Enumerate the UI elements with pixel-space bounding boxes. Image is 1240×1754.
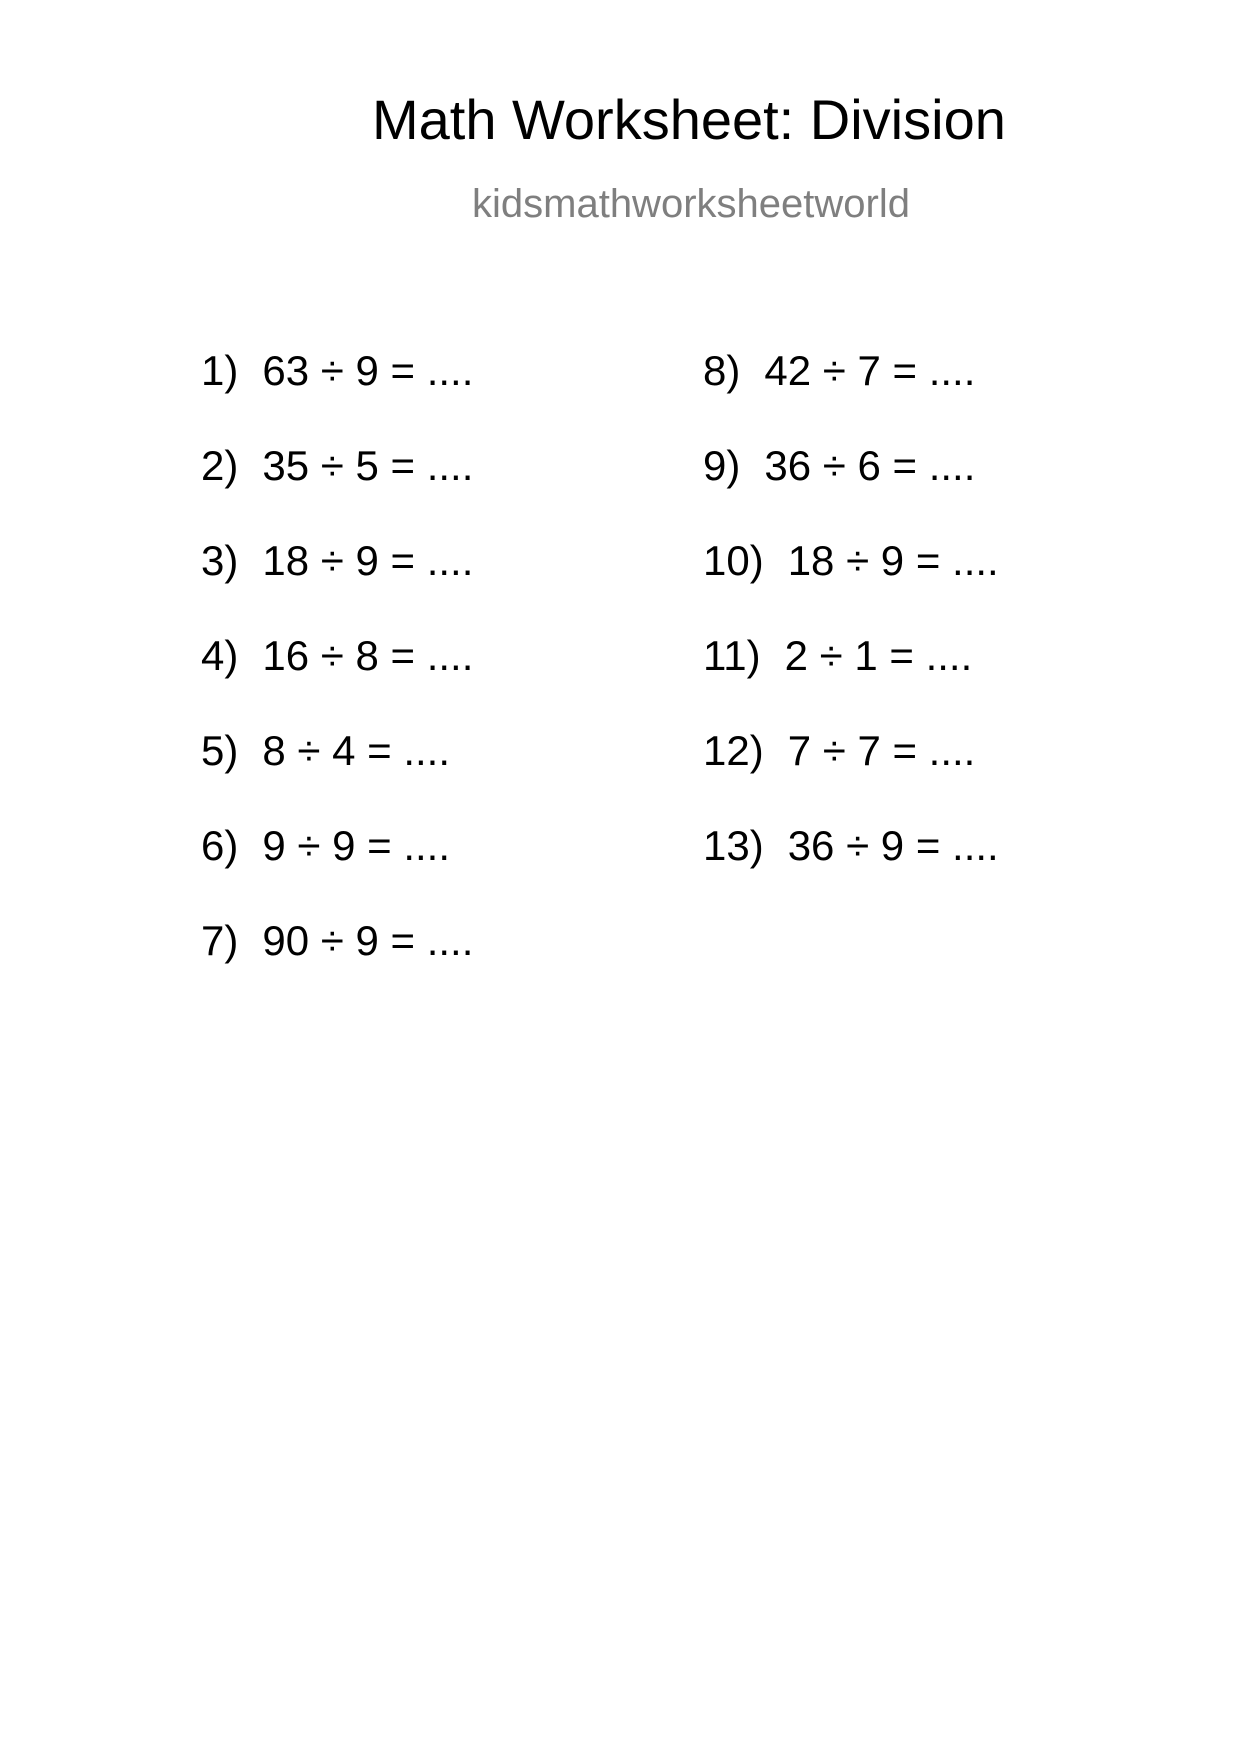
problem-number: 3)	[201, 537, 239, 584]
page-title: Math Worksheet: Division	[372, 88, 1006, 151]
problem-8	[703, 347, 999, 445]
problem-6	[201, 822, 473, 920]
problem-expression: 36 ÷ 9 = ....	[787, 822, 999, 869]
problem-number: 2)	[201, 442, 239, 489]
problem-number: 8)	[703, 347, 741, 394]
problem-number: 4)	[201, 632, 239, 679]
problem-12	[703, 727, 999, 825]
problem-column-left	[201, 347, 474, 1015]
problem-expression: 8 ÷ 4 = ....	[262, 727, 451, 774]
problem-number: 5)	[201, 727, 239, 774]
problem-expression: 36 ÷ 6 = ....	[764, 442, 976, 489]
problem-expression: 2 ÷ 1 = ....	[784, 632, 973, 679]
problem-9	[703, 442, 999, 540]
problem-expression: 35 ÷ 5 = ....	[262, 442, 474, 489]
problem-expression: 42 ÷ 7 = ....	[764, 347, 976, 394]
problem-11	[703, 632, 999, 730]
problem-10	[703, 537, 999, 635]
problem-number: 9)	[703, 442, 741, 489]
problem-2	[201, 442, 474, 540]
problem-expression: 16 ÷ 8 = ....	[262, 632, 474, 679]
problem-column-right	[703, 347, 999, 920]
problem-number: 12)	[703, 727, 764, 774]
problem-number: 11)	[703, 632, 761, 679]
problem-3	[201, 537, 474, 635]
problem-expression: 9 ÷ 9 = ....	[262, 822, 451, 869]
problem-4	[201, 632, 474, 730]
problem-expression: 18 ÷ 9 = ....	[262, 537, 474, 584]
problem-expression: 90 ÷ 9 = ....	[262, 917, 474, 964]
problem-13	[703, 822, 999, 920]
problem-5	[201, 727, 473, 825]
problem-number: 7)	[201, 917, 239, 964]
problem-number: 13)	[703, 822, 764, 869]
problem-number: 1)	[201, 347, 239, 394]
problem-number: 10)	[703, 537, 764, 584]
problem-1	[201, 347, 474, 445]
problem-expression: 18 ÷ 9 = ....	[787, 537, 999, 584]
page-subtitle: kidsmathworksheetworld	[472, 182, 910, 226]
problem-expression: 7 ÷ 7 = ....	[787, 727, 976, 774]
problem-7	[201, 917, 474, 1015]
problem-number: 6)	[201, 822, 239, 869]
problem-expression: 63 ÷ 9 = ....	[262, 347, 474, 394]
